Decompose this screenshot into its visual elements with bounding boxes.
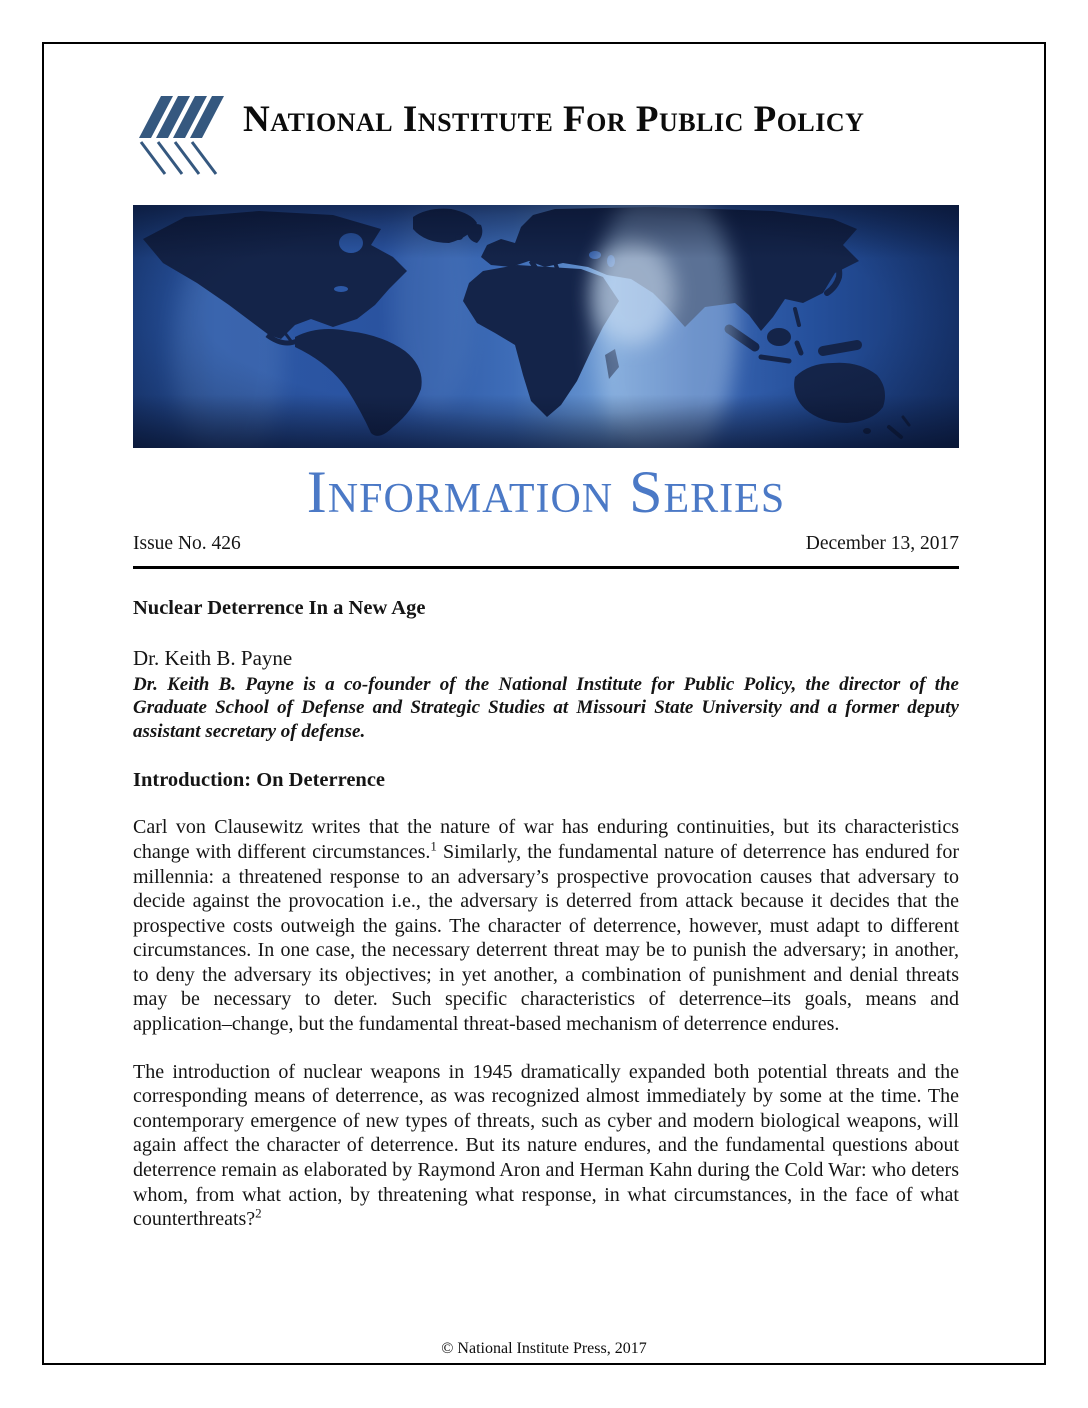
paragraph-2-text: The introduction of nuclear weapons in 1945 dramatically expanded both potential threats and the corresponding means of deterrence, as was recognized almost immediately by some at the time. The contemporary emergence of new types of threats, such as cyber and modern biological weapons, will again affect the character of deterrence. But its nature endures, and the fundamental questions about deterrence remain as elaborated by Raymond Aron and Herman Kahn during the Cold War: who deters whom, from what action, by threatening what response, in what circumstances, in the face of what counterthreats?	[133, 1060, 959, 1231]
author-bio: Dr. Keith B. Payne is a co-founder of the National Institute for Public Policy, the director of the Graduate School of Defense and Strategic Studies at Missouri State University and a former deputy assistant secretary of defense.	[133, 674, 959, 742]
paragraph-1-text-after: Similarly, the fundamental nature of deterrence has endured for millennia: a threatened response to an adversary’s prospective provocation causes that adversary to decide against the provocation i.e., the adversary is deterred from attack because it decides that the prospective costs outweigh the gains. The character of deterrence, however, must adapt to different circumstances. In one case, the necessary deterrent threat may be to punish the adversary; in another, to deny the adversary its objectives; in yet another, a combination of punishment and denial threats may be necessary to deter. Such specific characteristics of deterrence–its goals, means and application–change, but the fundamental threat-based mechanism of deterrence endures.	[133, 840, 959, 1036]
article-author: Dr. Keith B. Payne	[133, 646, 293, 671]
paragraph-1	[133, 815, 959, 1036]
article-title: Nuclear Deterrence In a New Age	[133, 597, 426, 620]
paragraph-1-text: Carl von Clausewitz writes that the nature of war has enduring continuities, but its characteristics change with different circumstances.	[133, 816, 959, 863]
page-border	[42, 42, 1046, 1365]
series-title: Information Series	[306, 459, 786, 525]
org-logo-chevron-stripes-icon	[133, 88, 235, 176]
org-header	[133, 88, 959, 176]
divider-rule	[133, 566, 959, 569]
footer-copyright: © National Institute Press, 2017	[441, 1340, 647, 1357]
org-name: National Institute For Public Policy	[243, 99, 865, 140]
footnote-ref-2: 2	[255, 1205, 262, 1221]
world-map-banner	[133, 205, 959, 448]
issue-number: Issue No. 426	[133, 533, 241, 554]
issue-date: December 13, 2017	[805, 533, 959, 554]
page-content	[133, 44, 959, 1232]
paragraph-2	[133, 1060, 959, 1232]
footnote-ref-1: 1	[430, 838, 437, 854]
section-heading: Introduction: On Deterrence	[133, 768, 386, 791]
issue-row	[133, 533, 959, 554]
